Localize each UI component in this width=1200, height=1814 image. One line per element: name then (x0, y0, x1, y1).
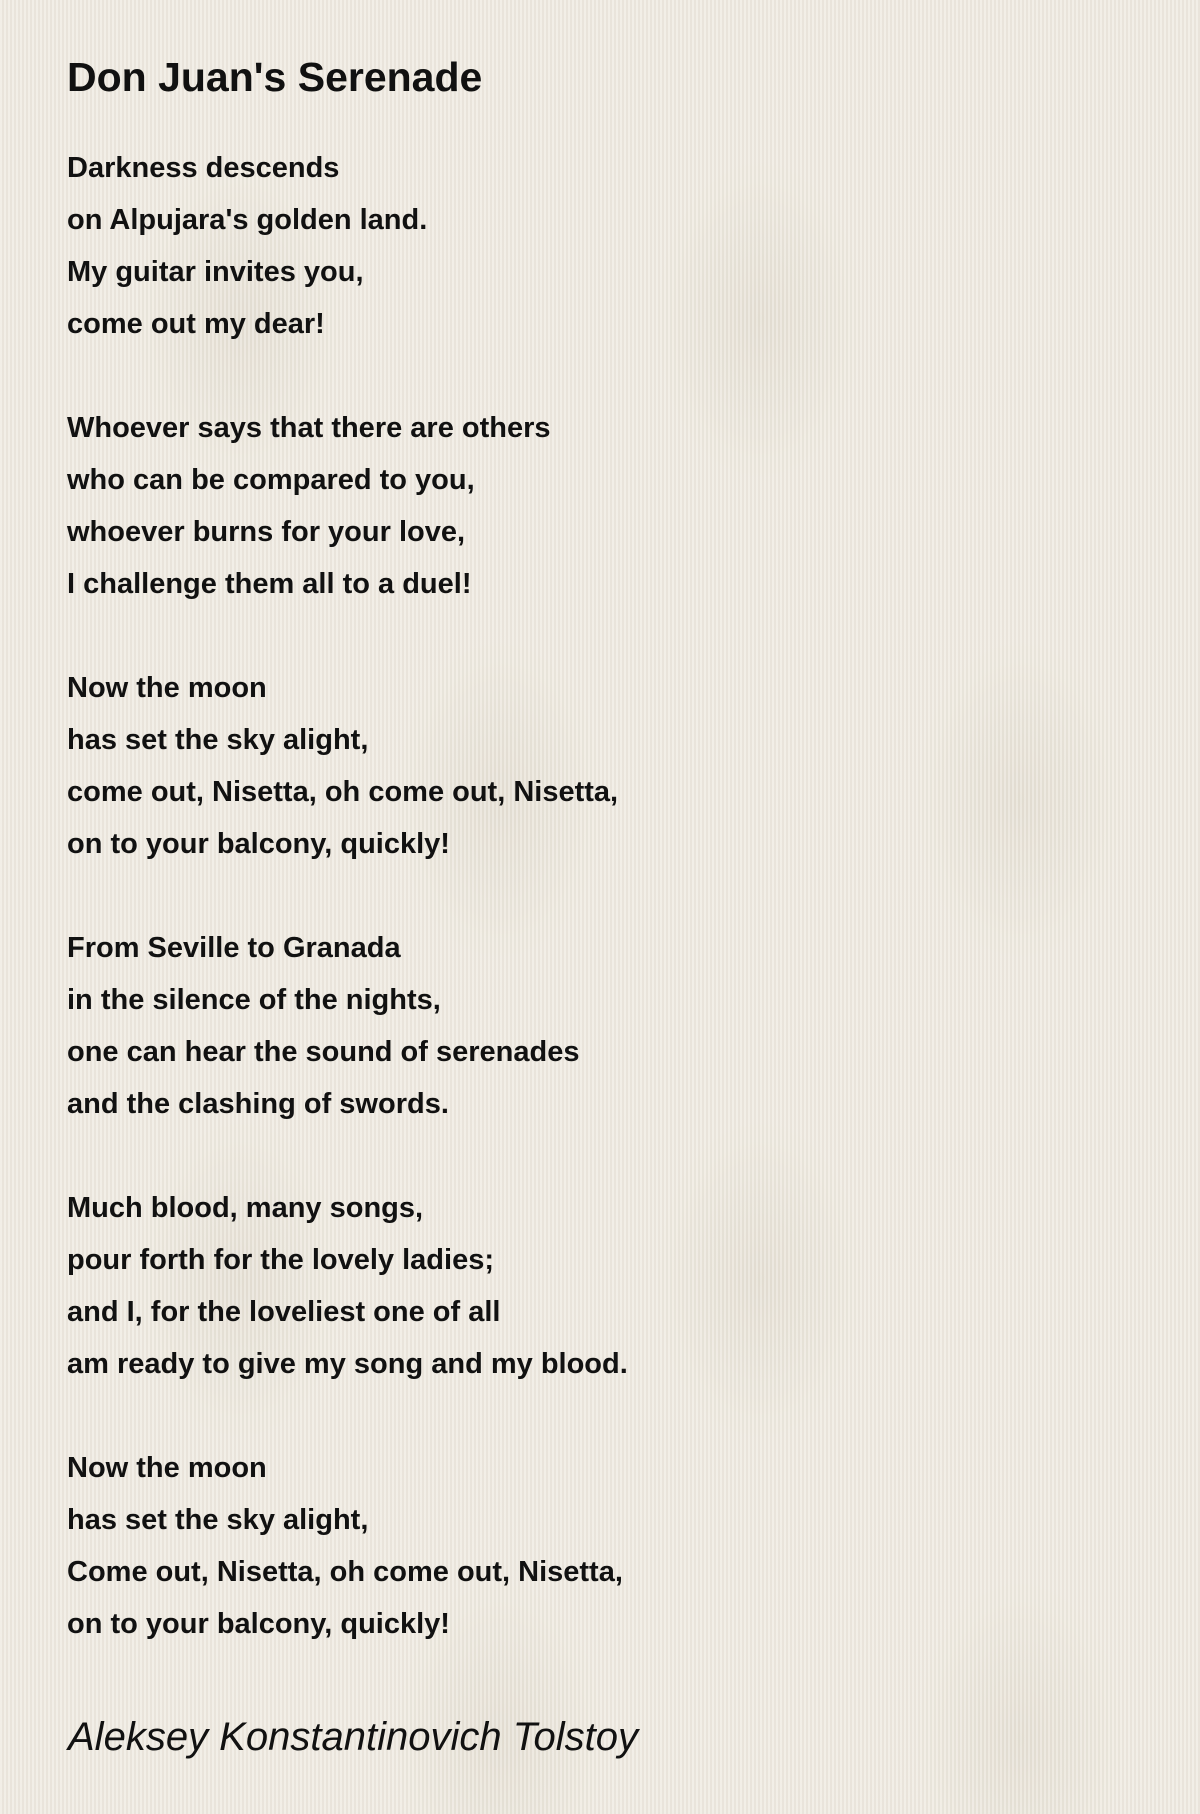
poem-page (67, 40, 1127, 1650)
poem-line: come out, Nisetta, oh come out, Nisetta, (67, 776, 619, 808)
poem-line: who can be compared to you, (67, 464, 475, 496)
poem-line: one can hear the sound of serenades (67, 1036, 580, 1068)
poem-line: pour forth for the lovely ladies; (67, 1244, 494, 1276)
poem-line: Whoever says that there are others (67, 412, 551, 444)
poem-line: From Seville to Granada (67, 932, 401, 964)
poem-line: on to your balcony, quickly! (67, 828, 450, 860)
poem-line: Darkness descends (67, 152, 340, 184)
poem-line: on Alpujara's golden land. (67, 204, 428, 236)
poem-line: whoever burns for your love, (67, 516, 466, 548)
poem-line: and I, for the loveliest one of all (67, 1296, 501, 1328)
poem-line: has set the sky alight, (67, 724, 369, 756)
poem-line: Now the moon (67, 672, 267, 704)
poem-line: My guitar invites you, (67, 256, 364, 288)
poem-line: has set the sky alight, (67, 1504, 369, 1536)
poem-line: come out my dear! (67, 308, 325, 340)
poem-author: Aleksey Konstantinovich Tolstoy (68, 1715, 638, 1759)
stanza-1 (67, 142, 1127, 350)
poem-line: Come out, Nisetta, oh come out, Nisetta, (67, 1556, 623, 1588)
stanza-3 (67, 662, 1127, 870)
stanza-4 (67, 922, 1127, 1130)
poem-body (67, 142, 1127, 1650)
poem-line: I challenge them all to a duel! (67, 568, 472, 600)
stanza-2 (67, 402, 1127, 610)
poem-line: Much blood, many songs, (67, 1192, 424, 1224)
poem-line: and the clashing of swords. (67, 1088, 449, 1120)
stanza-5 (67, 1182, 1127, 1390)
stanza-6 (67, 1442, 1127, 1650)
poem-title: Don Juan's Serenade (67, 54, 483, 100)
poem-line: in the silence of the nights, (67, 984, 441, 1016)
poem-line: Now the moon (67, 1452, 267, 1484)
poem-line: am ready to give my song and my blood. (67, 1348, 628, 1380)
poem-line: on to your balcony, quickly! (67, 1608, 450, 1640)
